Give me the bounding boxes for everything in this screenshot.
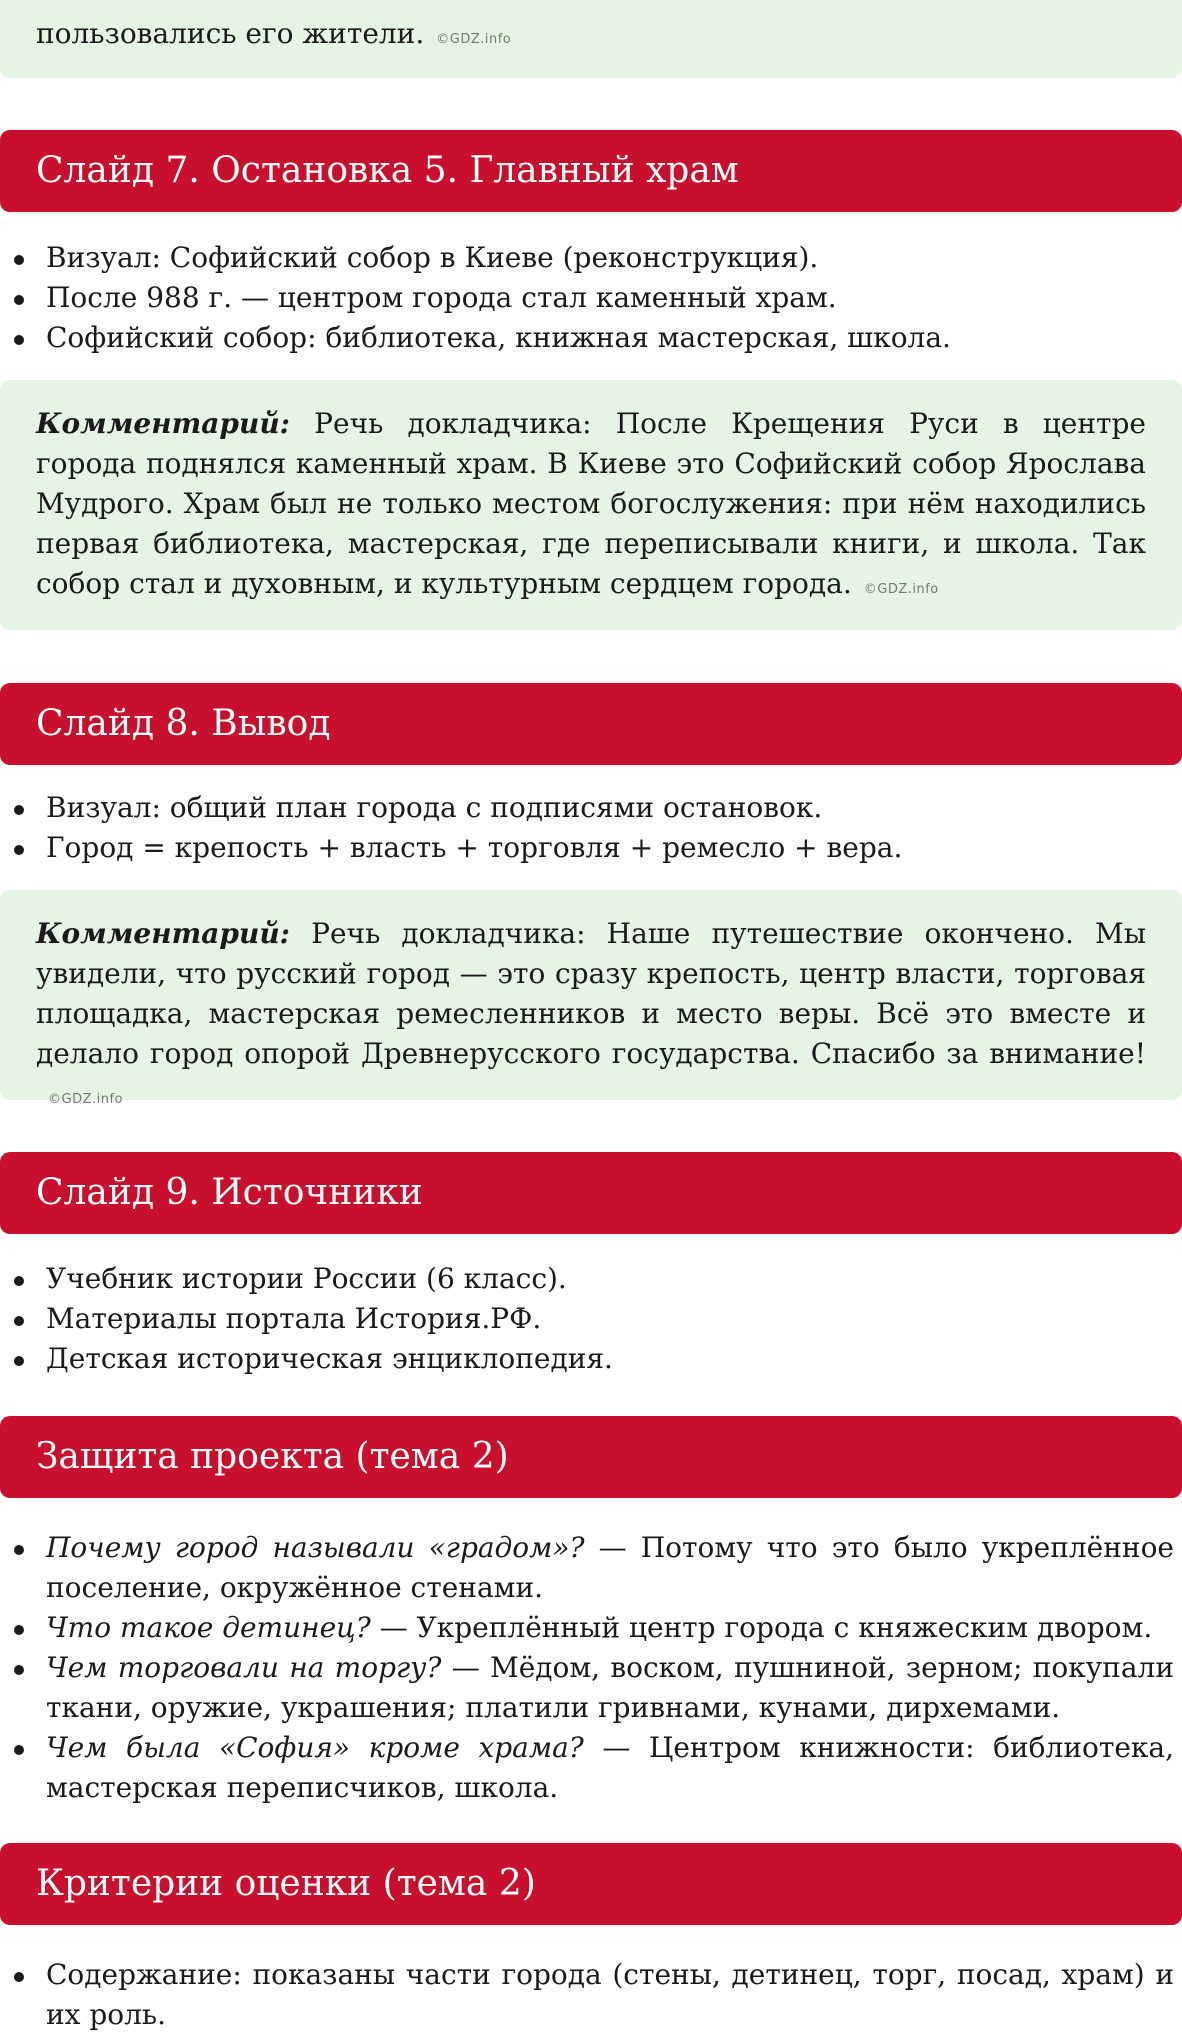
- question-text: Что такое детинец?: [46, 1611, 371, 1644]
- list-item: Софийский собор: библиотека, книжная мастерская, школа.: [46, 318, 1174, 358]
- comment-text: Речь докладчика: После Крещения Руси в центре города поднялся каменный храм. В Киеве это Софийский собор Ярослава Мудрого. Храм был не только местом богослужения: при нём находились первая библиотека, мастерская, где переписывали книги, и школа. Так собор стал и духовным, и культурным сердцем города.: [36, 407, 1146, 600]
- list-item: Учебник истории России (6 класс).: [46, 1259, 1174, 1299]
- section-title: Слайд 7. Остановка 5. Главный храм: [36, 150, 739, 191]
- section-title: Защита проекта (тема 2): [36, 1436, 509, 1477]
- section-header-defense: [0, 1416, 1182, 1498]
- list-item: Материалы портала История.РФ.: [46, 1299, 1174, 1339]
- comment-text: пользовались его жители.: [36, 17, 425, 50]
- section-header-criteria: [0, 1843, 1182, 1925]
- watermark: ©GDZ.info: [863, 582, 939, 597]
- bullet-list-slide-9: [0, 1259, 1182, 1379]
- list-item: [46, 1608, 1174, 1648]
- section-header-slide-8: [0, 683, 1182, 765]
- section-header-slide-9: [0, 1152, 1182, 1234]
- answer-text: — Центром книжности: библиотека, мастерская переписчиков, школа.: [46, 1731, 1175, 1804]
- section-title: Слайд 8. Вывод: [36, 703, 331, 744]
- list-item: [46, 1728, 1174, 1808]
- list-item: [46, 1528, 1174, 1608]
- section-header-slide-7: [0, 130, 1182, 212]
- list-item: [46, 1648, 1174, 1728]
- bullet-list-slide-8: [0, 788, 1182, 868]
- comment-block-slide-8: [0, 890, 1182, 1107]
- bullet-list-slide-7: [0, 238, 1182, 358]
- comment-block-previous: [0, 0, 1182, 78]
- section-title: Критерии оценки (тема 2): [36, 1863, 536, 1904]
- watermark: ©GDZ.info: [436, 32, 512, 47]
- question-text: Почему город называли «градом»?: [46, 1531, 585, 1564]
- answer-text: — Укреплённый центр города с княжеским двором.: [370, 1611, 1153, 1644]
- list-item: Содержание: показаны части города (стены, детинец, торг, посад, храм) и их роль.: [46, 1955, 1174, 2035]
- comment-label: Комментарий:: [36, 407, 291, 440]
- comment-block-slide-7: [0, 380, 1182, 630]
- answer-text: — Потому что это было укреплённое поселение, окружённое стенами.: [46, 1531, 1174, 1604]
- list-item: Визуал: общий план города с подписями остановок.: [46, 788, 1174, 828]
- section-title: Слайд 9. Источники: [36, 1172, 423, 1213]
- comment-label: Комментарий:: [36, 917, 291, 950]
- answer-text: — Мёдом, воском, пушниной, зерном; покупали ткани, оружие, украшения; платили гривнами, кунами, дирхемами.: [46, 1651, 1174, 1724]
- question-text: Чем была «София» кроме храма?: [46, 1731, 584, 1764]
- list-item: Визуал: Софийский собор в Киеве (реконструкция).: [46, 238, 1174, 278]
- list-item: Детская историческая энциклопедия.: [46, 1339, 1174, 1379]
- list-item: После 988 г. — центром города стал каменный храм.: [46, 278, 1174, 318]
- comment-text: Речь докладчика: Наше путешествие окончено. Мы увидели, что русский город — это сразу крепость, центр власти, торговая площадка, мастерская ремесленников и место веры. Всё это вместе и делало город опорой Древнерусского государства. Спасибо за внимание!: [36, 917, 1146, 1070]
- question-text: Чем торговали на торгу?: [46, 1651, 442, 1684]
- list-item: Город = крепость + власть + торговля + ремесло + вера.: [46, 828, 1174, 868]
- watermark: ©GDZ.info: [48, 1092, 124, 1107]
- bullet-list-criteria: [0, 1955, 1182, 2035]
- question-list-defense: [0, 1528, 1182, 1808]
